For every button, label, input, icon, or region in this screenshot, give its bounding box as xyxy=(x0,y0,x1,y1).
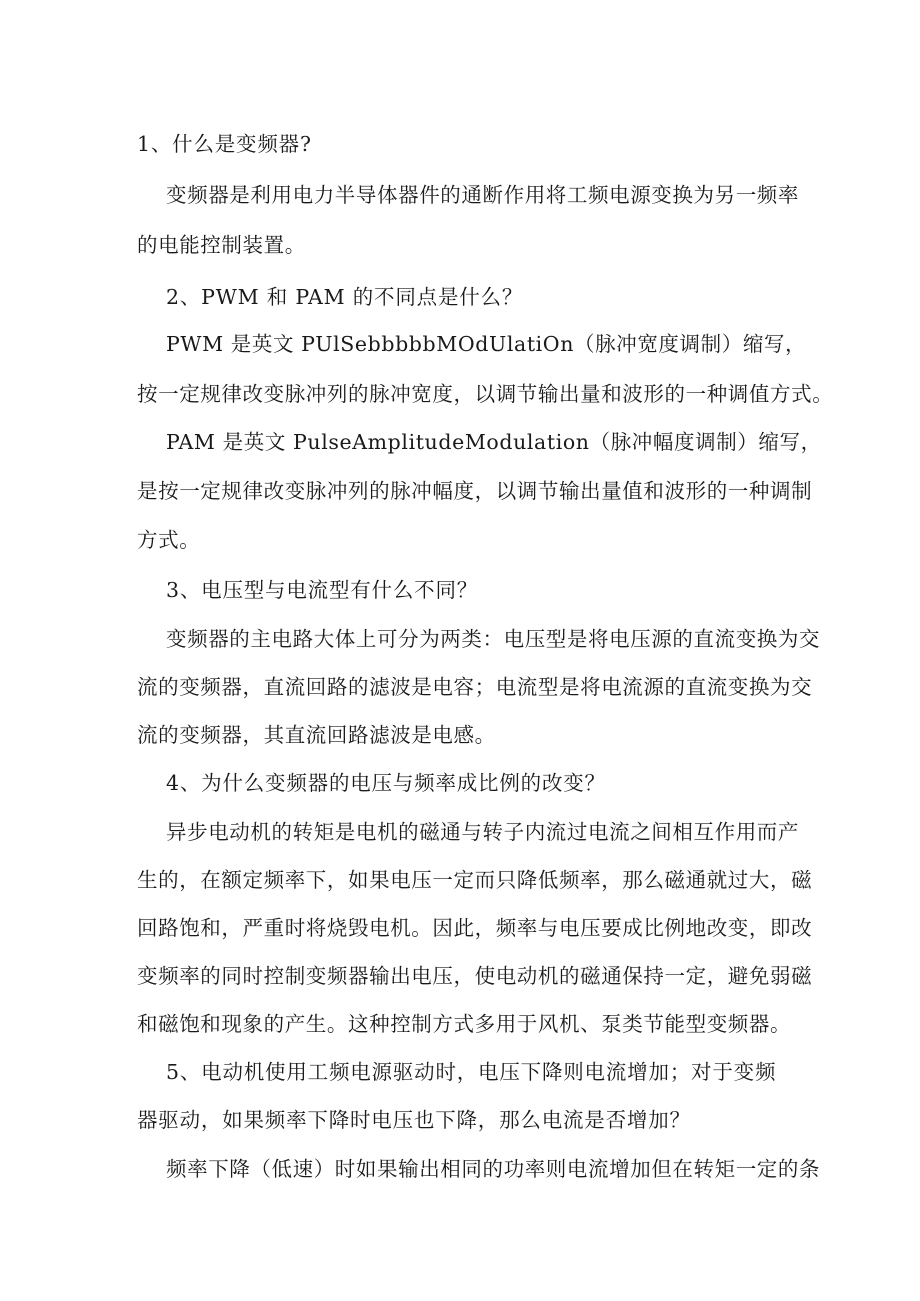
q2-pwm-line-1: PWM 是英文 PUlSebbbbbMOdUlatiOn（脉冲宽度调制）缩写， xyxy=(166,332,807,356)
q2-pwm-line-2: 按一定规律改变脉冲列的脉冲宽度，以调节输出量和波形的一种调值方式。 xyxy=(137,382,834,406)
q3-answer-line-2: 流的变频器，直流回路的滤波是电容；电流型是将电流源的直流变换为交 xyxy=(137,675,813,699)
q4-title: 4、为什么变频器的电压与频率成比例的改变？ xyxy=(166,771,606,795)
q2-title: 2、PWM 和 PAM 的不同点是什么？ xyxy=(166,285,524,309)
q3-title: 3、电压型与电流型有什么不同？ xyxy=(166,578,479,602)
q5-answer-line-1: 频率下降（低速）时如果输出相同的功率则电流增加但在转矩一定的条 xyxy=(166,1157,821,1181)
q4-answer-line-3: 回路饱和，严重时将烧毁电机。因此，频率与电压要成比例地改变，即改 xyxy=(137,916,813,940)
q1-answer-line-2: 的电能控制装置。 xyxy=(137,233,306,257)
q4-answer-line-2: 生的，在额定频率下，如果电压一定而只降低频率，那么磁通就过大，磁 xyxy=(137,868,813,892)
q4-answer-line-4: 变频率的同时控制变频器输出电压，使电动机的磁通保持一定，避免弱磁 xyxy=(137,964,813,988)
q2-pam-line-2: 是按一定规律改变脉冲列的脉冲幅度，以调节输出量值和波形的一种调制 xyxy=(137,479,813,503)
q2-pam-line-3: 方式。 xyxy=(137,528,201,552)
q3-answer-line-3: 流的变频器，其直流回路滤波是电感。 xyxy=(137,723,496,747)
q1-title: 1、什么是变频器? xyxy=(137,132,312,156)
q4-answer-line-1: 异步电动机的转矩是电机的磁通与转子内流过电流之间相互作用而产 xyxy=(166,820,799,844)
q5-title-line-1: 5、电动机使用工频电源驱动时，电压下降则电流增加；对于变频 xyxy=(166,1060,777,1084)
q4-answer-line-5: 和磁饱和现象的产生。这种控制方式多用于风机、泵类节能型变频器。 xyxy=(137,1012,792,1036)
q5-title-line-2: 器驱动，如果频率下降时电压也下降，那么电流是否增加？ xyxy=(137,1108,691,1132)
q3-answer-line-1: 变频器的主电路大体上可分为两类：电压型是将电压源的直流变换为交 xyxy=(166,627,821,651)
q2-pam-line-1: PAM 是英文 PulseAmplitudeModulation（脉冲幅度调制）缩写， xyxy=(166,430,822,454)
q1-answer-line-1: 变频器是利用电力半导体器件的通断作用将工频电源变换为另一频率 xyxy=(166,183,799,207)
